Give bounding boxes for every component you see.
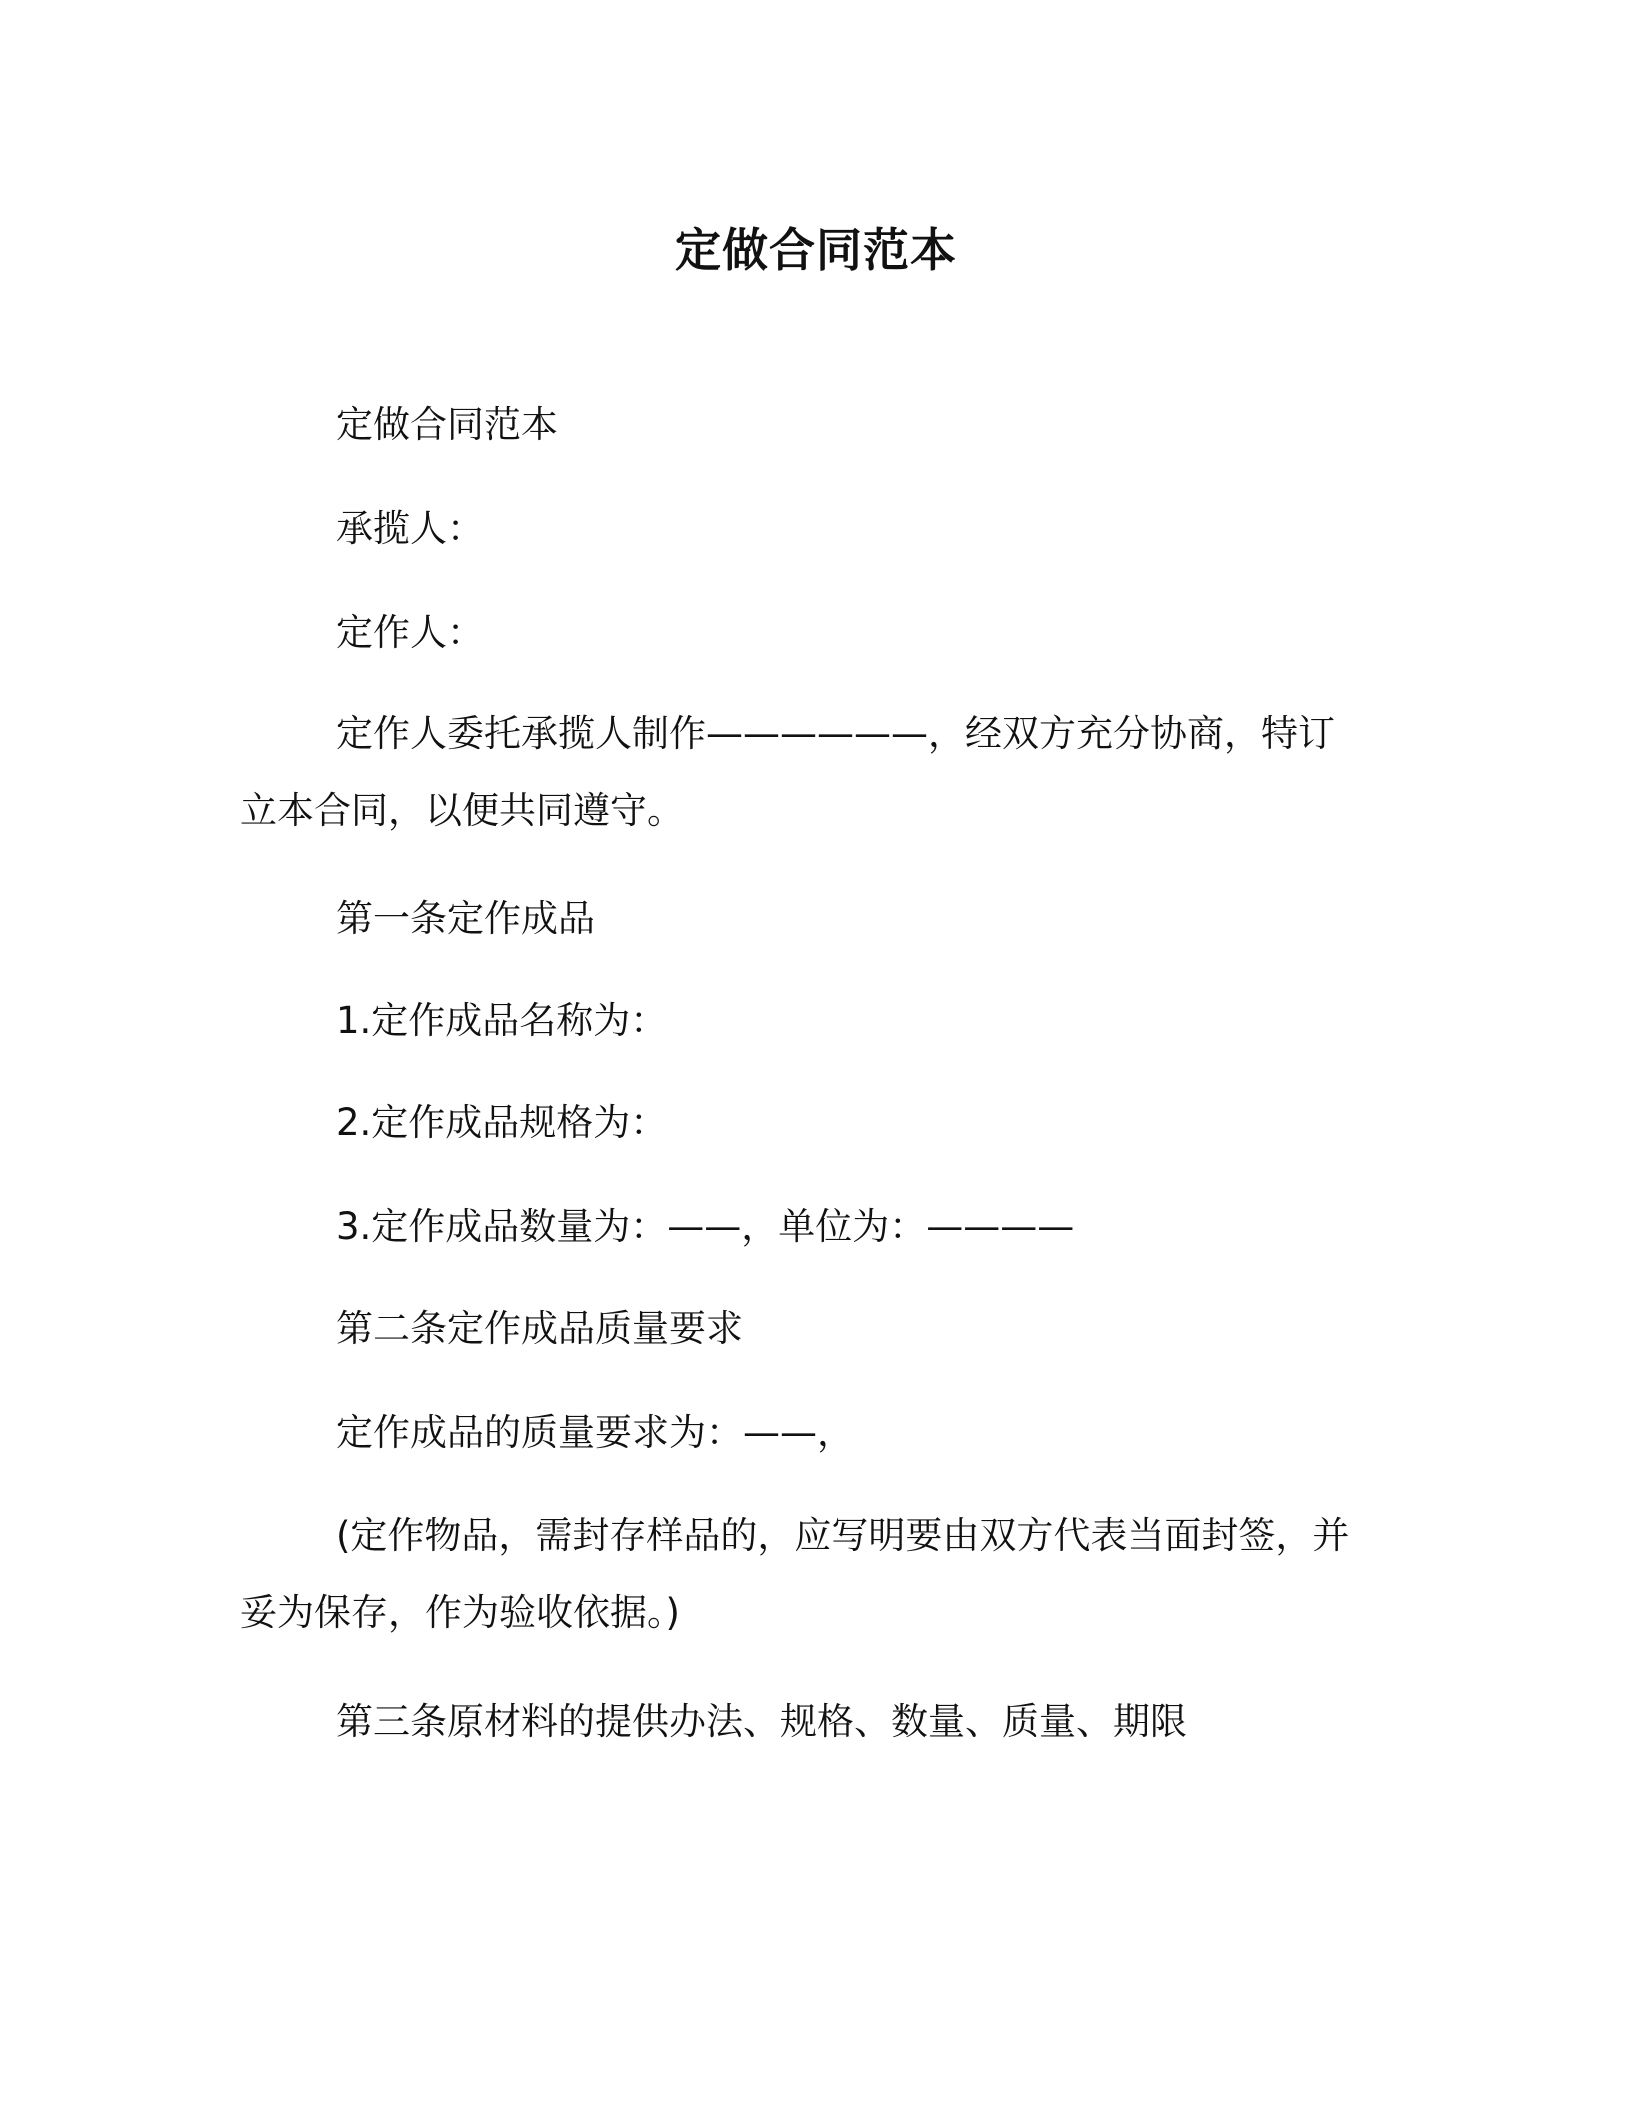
paragraph-article-2: 第二条定作成品质量要求 — [336, 1307, 743, 1350]
paragraph-intro: 定作人委托承揽人制作——————，经双方充分协商，特订立本合同，以便共同遵守。 — [240, 712, 1335, 832]
paragraph-quality-requirement: 定作成品的质量要求为：——， — [336, 1411, 854, 1454]
paragraph-client: 定作人： — [336, 611, 484, 654]
paragraph-product-quantity: 3.定作成品数量为：——，单位为：———— — [336, 1205, 1075, 1248]
paragraph-product-name: 1.定作成品名称为： — [336, 999, 668, 1042]
paragraph-product-spec: 2.定作成品规格为： — [336, 1101, 668, 1144]
document-title: 定做合同范本 — [675, 223, 957, 277]
paragraph-subtitle: 定做合同范本 — [336, 403, 558, 446]
paragraph-article-1: 第一条定作成品 — [336, 897, 595, 940]
paragraph-article-3: 第三条原材料的提供办法、规格、数量、质量、期限 — [336, 1700, 1187, 1743]
paragraph-sample-note: (定作物品，需封存样品的，应写明要由双方代表当面封签，并妥为保存，作为验收依据。) — [240, 1514, 1350, 1634]
paragraph-contractor: 承揽人： — [336, 507, 484, 550]
